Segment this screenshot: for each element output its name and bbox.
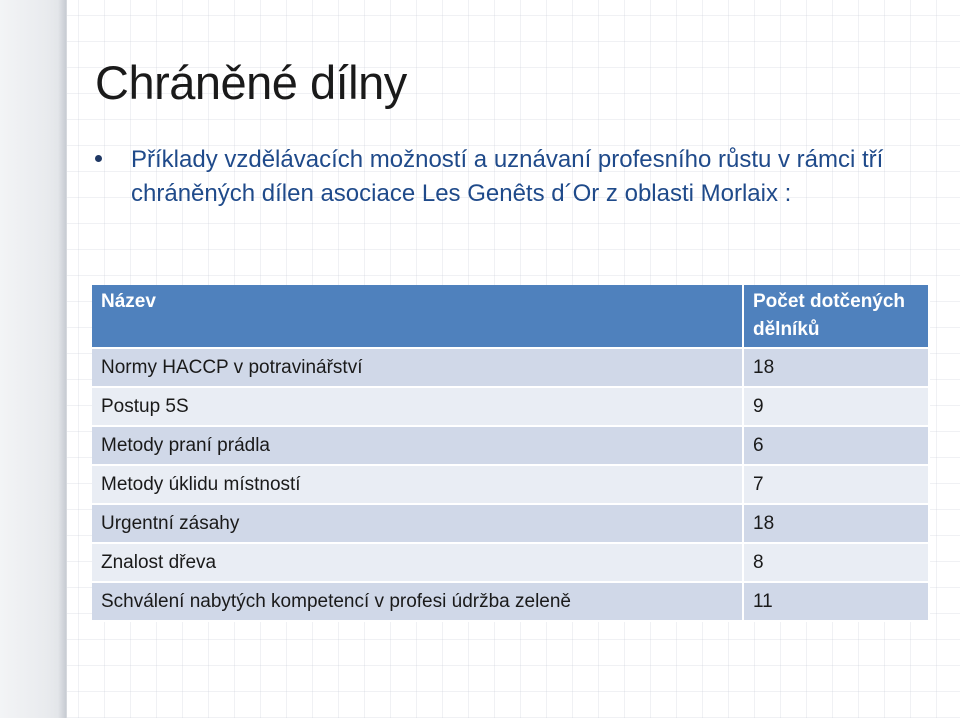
table-row <box>92 543 929 582</box>
table-header-row <box>92 285 929 348</box>
bullet-dot-icon <box>95 155 102 162</box>
header-count: Počet dotčených dělníků <box>743 285 929 348</box>
bullet-text: Příklady vzdělávacích možností a uznávaní profesního růstu v rámci tří chráněných dílen asociace Les Genêts d´Or z oblasti Morlaix : <box>131 146 884 207</box>
cell-name: Urgentní zásahy <box>92 504 743 543</box>
cell-count: 18 <box>743 348 929 387</box>
cell-count: 6 <box>743 426 929 465</box>
cell-count: 8 <box>743 543 929 582</box>
table-row <box>92 582 929 621</box>
cell-count: 7 <box>743 465 929 504</box>
cell-name: Postup 5S <box>92 387 743 426</box>
slide-left-bar <box>0 0 67 718</box>
table-row <box>92 426 929 465</box>
cell-name: Schválení nabytých kompetencí v profesi údržba zeleně <box>92 582 743 621</box>
header-name: Název <box>92 285 743 348</box>
cell-name: Metody úklidu místností <box>92 465 743 504</box>
table-row <box>92 504 929 543</box>
cell-name: Normy HACCP v potravinářství <box>92 348 743 387</box>
cell-name: Metody praní prádla <box>92 426 743 465</box>
cell-count: 9 <box>743 387 929 426</box>
cell-count: 18 <box>743 504 929 543</box>
table-row <box>92 387 929 426</box>
table-row <box>92 465 929 504</box>
training-table <box>92 285 930 622</box>
cell-count: 11 <box>743 582 929 621</box>
slide-title: Chráněné dílny <box>95 56 407 109</box>
slide-left-bar-shadow <box>58 0 66 718</box>
table-row <box>92 348 929 387</box>
cell-name: Znalost dřeva <box>92 543 743 582</box>
